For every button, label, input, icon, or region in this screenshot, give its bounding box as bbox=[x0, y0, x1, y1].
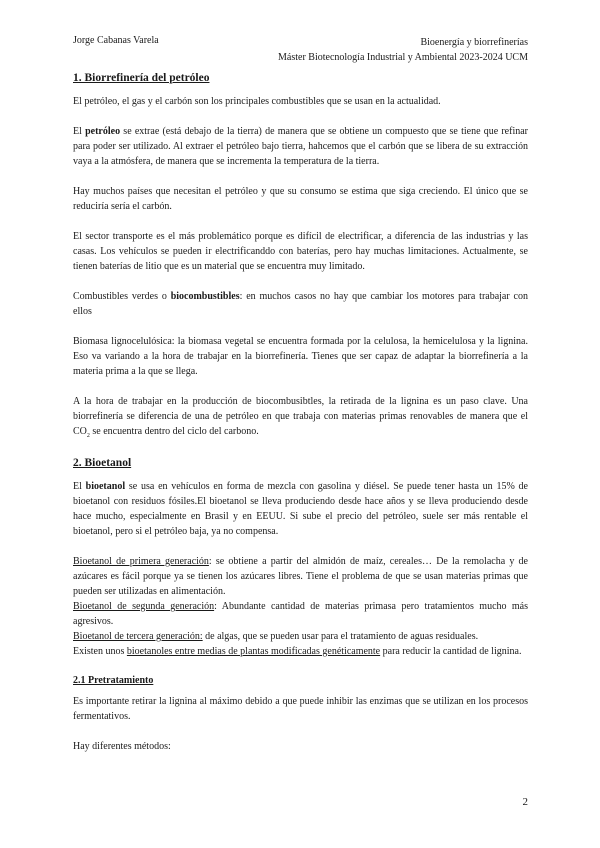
paragraph: Hay diferentes métodos: bbox=[73, 741, 171, 752]
bold-term: biocombustibles bbox=[170, 291, 240, 302]
section-1-title: 1. Biorrefinería del petróleo bbox=[73, 72, 210, 84]
header-author: Jorge Cabanas Varela bbox=[73, 35, 159, 46]
paragraph: A la hora de trabajar en la producción de biocombusibtles, la retirada de la lignina es un paso clave. Una biorrefinería se diferencia de una de petróleo en que trabaja con materias primas renovables de manera que el $CO_2$ se encuentra dentro del ciclo del carbono. bbox=[73, 396, 528, 439]
paragraph: Hay muchos países que necesitan el petróleo y que su consumo se estima que siga creciendo. El único que se reduciría sería el carbón. bbox=[73, 186, 528, 212]
header-program: Máster Biotecnología Industrial y Ambiental 2023-2024 UCM bbox=[278, 52, 528, 63]
document-body bbox=[73, 70, 528, 754]
paragraph: Existen unos bioetanoles entre medias de plantas modificadas genéticamente para reducir la cantidad de lignina. bbox=[73, 646, 522, 657]
header-subject: Bioenergía y biorrefinerías bbox=[420, 37, 528, 48]
underlined-term: Bioetanol de tercera generación: bbox=[73, 631, 203, 642]
paragraph: Combustibles verdes o biocombustibles: en muchos casos no hay que cambiar los motores para trabajar con ellos bbox=[73, 291, 528, 317]
underlined-term: Bioetanol de segunda generación bbox=[73, 601, 215, 612]
paragraph: El sector transporte es el más problemático porque es difícil de electrificar, a diferencia de las industrias y las casas. Los vehículos se pueden ir electrificanddo con baterías, pero hay muchas limitaciones. Actualmente, se tienen baterías de litio que es un material que se encuentra muy limitado. bbox=[73, 231, 528, 272]
underlined-term: bioetanoles entre medias de plantas modificadas genéticamente bbox=[126, 646, 381, 657]
bold-term: petróleo bbox=[85, 126, 121, 137]
paragraph: Biomasa lignocelulósica: la biomasa vegetal se encuentra formada por la celulosa, la hemicelulosa y la lignina. Eso va variando a la hora de trabajar en la biorrefinería. Tienes que ser capaz de adaptar la biorrefinería a la materia prima a la que se llega. bbox=[73, 336, 528, 377]
paragraph: El petróleo, el gas y el carbón son los principales combustibles que se usan en la actualidad. bbox=[73, 96, 441, 107]
header-right bbox=[278, 35, 528, 65]
section-2-title: 2. Bioetanol bbox=[73, 457, 132, 469]
underlined-term: Bioetanol de primera generación bbox=[73, 556, 209, 567]
paragraph: Bioetanol de primera generación: se obtiene a partir del almidón de maíz, cereales… De la remolacha y de azúcares es fácil porque ya se tienen los azúcares libres. Tiene el problema de que se usan materias primas que pueden ser utilizadas en alimentación. bbox=[73, 556, 528, 597]
paragraph: Bioetanol de segunda generación: Abundante cantidad de materias primasa pero tratamientos mucho más agresivos. bbox=[73, 601, 529, 627]
paragraph: El bioetanol se usa en vehículos en forma de mezcla con gasolina y diésel. Se puede tener hasta un 15% de bioetanol con residuos fósiles.El bioetanol se lleva produciendo desde hace años y se lleva produciendo desde hace mucho, especialmente en Brasil y en EEUU. Si sube el precio del petróleo, suele ser más rentable el bioetanol, pero si el petróleo baja, ya no compensa. bbox=[73, 481, 528, 537]
page-number: 2 bbox=[522, 796, 528, 808]
paragraph: Bioetanol de tercera generación: de algas, que se pueden usar para el tratamiento de aguas residuales. bbox=[73, 631, 479, 642]
paragraph: Es importante retirar la lignina al máximo debido a que puede inhibir las enzimas que se utilizan en los procesos fermentativos. bbox=[73, 696, 528, 722]
bold-term: bioetanol bbox=[85, 481, 126, 492]
section-2-1-title: 2.1 Pretratamiento bbox=[73, 675, 154, 686]
paragraph: El petróleo se extrae (está debajo de la tierra) de manera que se obtiene un compuesto que se tiene que refinar para poder ser utilizado. Al extraer el petróleo bajo tierra, hahcemos que el carbón que se libera de su extracción vaya a la atmósfera, de manera que se incrementa la temperatura de la tierra. bbox=[73, 126, 528, 167]
